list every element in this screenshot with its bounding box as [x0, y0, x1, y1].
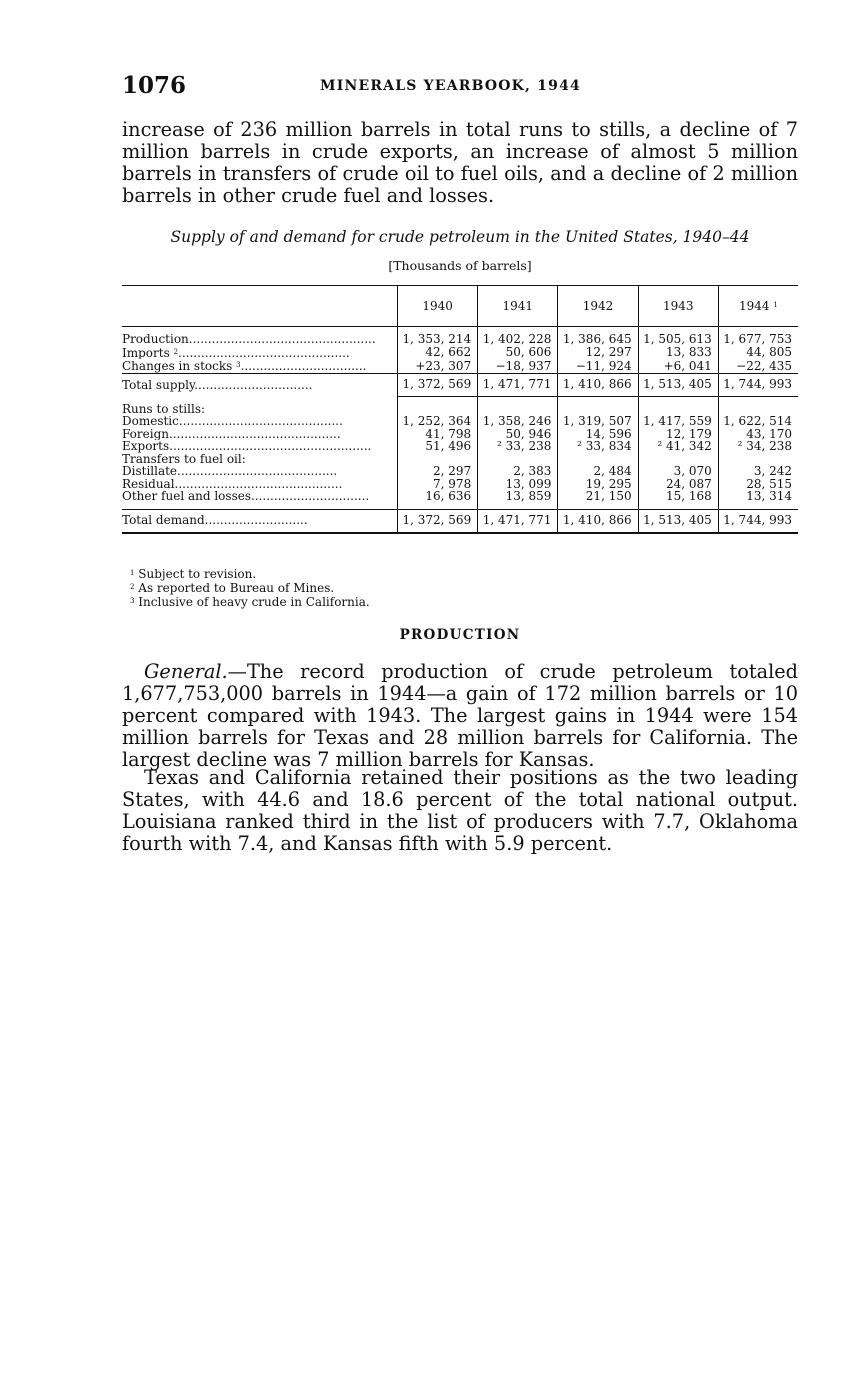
table-cell: 1, 410, 866 [558, 509, 638, 533]
table-cell: 1, 372, 569 [398, 509, 478, 533]
table-cell: 1, 319, 507 [558, 415, 638, 428]
table-cell: 41, 798 [398, 428, 478, 441]
table-cell: 1, 471, 771 [478, 373, 558, 396]
supply-demand-table [122, 285, 798, 534]
table-cell: 1, 372, 569 [398, 373, 478, 396]
table-cell: ² 41, 342 [638, 440, 718, 453]
table-cell: 1, 386, 645 [558, 333, 638, 346]
table-cell: +23, 307 [398, 359, 478, 373]
table-cell: 2, 484 [558, 465, 638, 478]
table-cell: 1, 417, 559 [638, 415, 718, 428]
table-cell: 24, 087 [638, 478, 718, 491]
table-cell: 21, 150 [558, 490, 638, 503]
table-row [122, 490, 798, 503]
table-row [122, 359, 798, 373]
row-label: Domestic........................................... [122, 415, 343, 428]
table-cell: 1, 402, 228 [478, 333, 558, 346]
table-cell: −18, 937 [478, 359, 558, 373]
table-cell: 28, 515 [718, 478, 798, 491]
row-label: Production................................................. [122, 333, 376, 346]
table-cell: 16, 636 [398, 490, 478, 503]
table-cell: 15, 168 [638, 490, 718, 503]
row-label: Foreign............................................. [122, 427, 341, 440]
table-cell: 1, 622, 514 [718, 415, 798, 428]
table-footnotes [130, 567, 370, 609]
table-cell: 7, 978 [398, 478, 478, 491]
table-cell: ² 33, 834 [558, 440, 638, 453]
table-cell: 12, 179 [638, 428, 718, 441]
table-cell: ² 33, 238 [478, 440, 558, 453]
table-cell: −11, 924 [558, 359, 638, 373]
col-1942: 1942 [558, 286, 638, 327]
table-unit-note: [Thousands of barrels] [388, 258, 532, 273]
table-cell: −22, 435 [718, 359, 798, 373]
table-row [122, 440, 798, 453]
table-cell: 42, 662 [398, 346, 478, 360]
col-1943: 1943 [638, 286, 718, 327]
table-title: Supply of and demand for crude petroleum in the United States, 1940–44 [170, 228, 750, 246]
col-1944: 1944 $^1$ [718, 286, 798, 327]
table-cell: 43, 170 [718, 428, 798, 441]
table-cell: 13, 099 [478, 478, 558, 491]
footnote: $^3$ Inclusive of heavy crude in California. [130, 595, 370, 609]
table-cell: 1, 358, 246 [478, 415, 558, 428]
table-cell: 1, 677, 753 [718, 333, 798, 346]
table-cell: 2, 383 [478, 465, 558, 478]
footnote: $^1$ Subject to revision. [130, 567, 257, 581]
table-row [122, 415, 798, 428]
col-1941: 1941 [478, 286, 558, 327]
section-heading: PRODUCTION [399, 627, 521, 643]
table-cell: 3, 070 [638, 465, 718, 478]
row-label: Transfers to fuel oil: [122, 452, 246, 465]
table-cell: 12, 297 [558, 346, 638, 360]
row-label: Runs to stills: [122, 402, 206, 415]
table-cell: +6, 041 [638, 359, 718, 373]
table-cell: 1, 252, 364 [398, 415, 478, 428]
table-cell: 50, 606 [478, 346, 558, 360]
table-cell: 1, 513, 405 [638, 509, 718, 533]
table-cell: 13, 859 [478, 490, 558, 503]
table-header-row [122, 286, 798, 327]
row-label: Residual............................................ [122, 477, 343, 490]
table-cell: ² 34, 238 [718, 440, 798, 453]
table-cell: 1, 744, 993 [718, 373, 798, 396]
row-label: Distillate.......................................... [122, 465, 338, 478]
intro-paragraph: increase of 236 million barrels in total runs to stills, a decline of 7 million barrels in crude exports, an increase of almost 5 million barrels in transfers of crude oil to fuel oils, and a decline of 2 million barrels in other crude fuel and losses. [122, 118, 798, 207]
table-row [122, 346, 798, 360]
table-cell: 44, 805 [718, 346, 798, 360]
table-cell: 50, 946 [478, 428, 558, 441]
table-row [122, 333, 798, 346]
table-cell: 14, 596 [558, 428, 638, 441]
row-label: Total demand........................... [122, 509, 398, 533]
table-cell: 1, 513, 405 [638, 373, 718, 396]
running-title: MINERALS YEARBOOK, 1944 [320, 78, 581, 94]
table-cell: 13, 833 [638, 346, 718, 360]
table-cell: 13, 314 [718, 490, 798, 503]
table-cell: 3, 242 [718, 465, 798, 478]
col-1944-footnote: 1 [773, 301, 778, 310]
row-label: Exports..................................................... [122, 440, 372, 453]
row-label: Changes in stocks $^3$................................. [122, 359, 367, 373]
table-cell: 51, 496 [398, 440, 478, 453]
table-cell: 1, 410, 866 [558, 373, 638, 396]
table-cell: 1, 505, 613 [638, 333, 718, 346]
table-cell: 1, 471, 771 [478, 509, 558, 533]
row-label: Imports $^2$............................................. [122, 345, 350, 359]
footnote: $^2$ As reported to Bureau of Mines. [130, 581, 335, 595]
total-demand-row [122, 509, 798, 533]
table-cell: 1, 744, 993 [718, 509, 798, 533]
table-row [122, 465, 798, 478]
production-paragraph-1: General.—The record production of crude petroleum totaled 1,677,753,000 barrels in 1944—a gain of 172 million barrels or 10 percent compared with 1943. The largest gains in 1944 were 154 million barrels for Texas and 28 million barrels for California. The largest decline was 7 million barrels for Kansas. [122, 660, 798, 771]
total-supply-row [122, 373, 798, 396]
table-cell: 19, 295 [558, 478, 638, 491]
page-number: 1076 [122, 72, 187, 99]
col-1940: 1940 [398, 286, 478, 327]
table-cell: 2, 297 [398, 465, 478, 478]
stub-header [122, 286, 398, 327]
run-in-heading: General. [144, 660, 228, 683]
running-head [122, 72, 798, 102]
row-label: Other fuel and losses............................... [122, 490, 370, 503]
table-cell: 1, 353, 214 [398, 333, 478, 346]
production-paragraph-2: Texas and California retained their positions as the two leading States, with 44.6 and 18.6 percent of the total national output. Louisiana ranked third in the list of producers with 7.7, Oklahoma fourth with 7.4, and Kansas fifth with 5.9 percent. [122, 766, 798, 855]
row-label: Total supply............................... [122, 373, 398, 396]
